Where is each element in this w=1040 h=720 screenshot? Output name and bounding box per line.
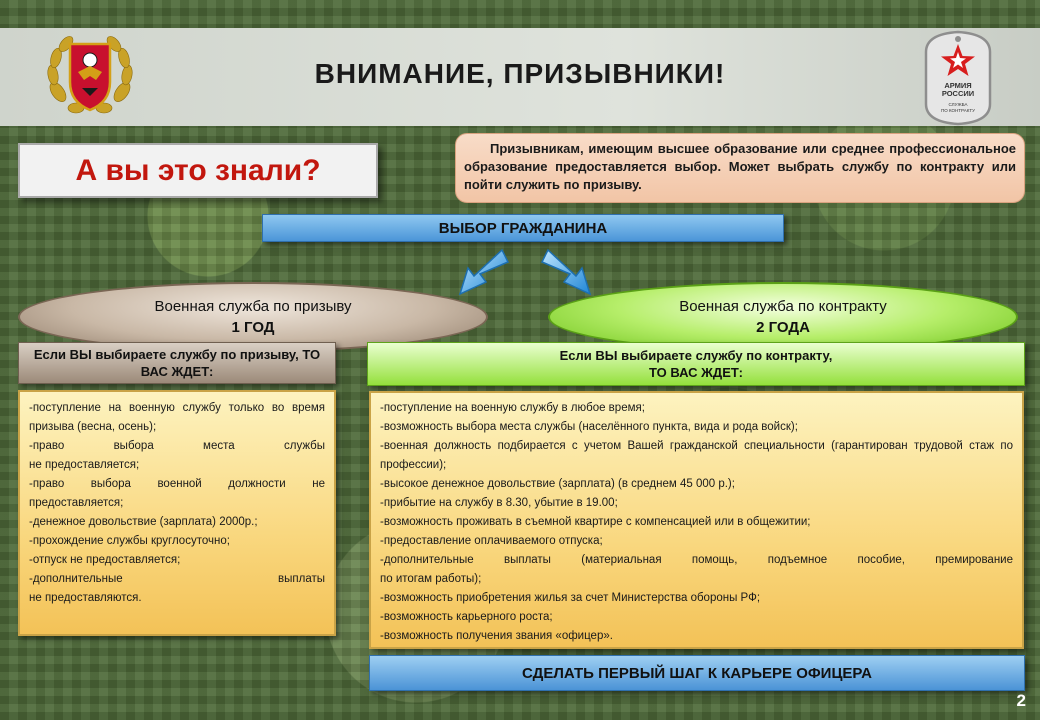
- logo-text-russia: РОССИИ: [941, 89, 975, 98]
- list-item: -военная должность подбирается с учетом Вашей гражданской специальности (гарантирован трудовой стаж по профессии);: [380, 440, 1013, 471]
- contract-title: Военная служба по контракту: [679, 298, 887, 315]
- emblem-army-contract-logo: [920, 30, 996, 126]
- list-item: -возможность проживать в съемной квартире с компенсацией или в общежитии;: [380, 516, 811, 528]
- list-item: -прохождение службы круглосуточно;: [29, 535, 230, 547]
- officer-career-text: СДЕЛАТЬ ПЕРВЫЙ ШАГ К КАРЬЕРЕ ОФИЦЕРА: [522, 664, 872, 682]
- did-you-know-box: [18, 143, 378, 198]
- list-item: -дополнительные выплаты: [29, 573, 325, 585]
- list-item: -прибытие на службу в 8.30, убытие в 19.00;: [380, 497, 618, 509]
- list-item: -высокое денежное довольствие (зарплата) (в среднем 45 000 р.);: [380, 478, 735, 490]
- conscription-header: [18, 342, 336, 384]
- list-item: -поступление на военную службу только во время призыва (весна, осень);: [29, 402, 325, 433]
- arrow-down-left-icon: [450, 246, 510, 302]
- contract-header-line2: ТО ВАС ЖДЕТ:: [649, 365, 743, 380]
- list-item: -возможность выбора места службы (населённого пункта, вида и рода войск);: [380, 421, 798, 433]
- list-item: не предоставляется;: [29, 459, 140, 471]
- list-item: по итогам работы);: [380, 573, 482, 585]
- list-item: не предоставляются.: [29, 592, 142, 604]
- logo-text-contract: ПО КОНТРАКТУ: [941, 108, 975, 113]
- list-item: -поступление на военную службу в любое время;: [380, 402, 645, 414]
- list-item: -дополнительные выплаты (материальная помощь, подъемное пособие, премирование: [380, 554, 1013, 566]
- logo-text-army: АРМИЯ: [944, 81, 972, 90]
- page-number: 2: [1016, 691, 1026, 710]
- list-item: предоставляется;: [29, 497, 124, 509]
- list-item: -денежное довольствие (зарплата) 2000р.;: [29, 516, 258, 528]
- citizen-choice-title: ВЫБОР ГРАЖДАНИНА: [438, 219, 608, 237]
- list-item: -возможность приобретения жилья за счет Министерства обороны РФ;: [380, 592, 761, 604]
- citizen-choice-banner: [262, 214, 784, 242]
- page-title: ВНИМАНИЕ, ПРИЗЫВНИКИ!: [314, 58, 726, 89]
- list-item: -право выбора места службы: [29, 440, 325, 452]
- list-item: -возможность карьерного роста;: [380, 611, 553, 623]
- conscription-benefits-list: [18, 390, 336, 636]
- contract-benefits-list: [369, 391, 1024, 649]
- list-item: -предоставление оплачиваемого отпуска;: [380, 535, 603, 547]
- list-item: -отпуск не предоставляется;: [29, 554, 181, 566]
- contract-header-line1: Если ВЫ выбираете службу по контракту,: [559, 348, 833, 363]
- officer-career-banner: [369, 655, 1025, 691]
- intro-text-box: Призывникам, имеющим высшее образование или среднее профессиональное образование предоставляется выбор. Может выбрать службу по контракту или пойти служить по призыву.: [455, 133, 1025, 203]
- logo-text-service: СЛУЖБА: [948, 102, 968, 107]
- contract-term: 2 ГОДА: [756, 319, 810, 336]
- list-item: -возможность получения звания «офицер».: [380, 630, 613, 642]
- conscription-header-line2: ВАС ЖДЕТ:: [140, 364, 214, 379]
- conscription-term: 1 ГОД: [231, 319, 275, 336]
- conscription-header-line1: Если ВЫ выбираете службу по призыву, ТО: [33, 347, 321, 362]
- emblem-logo-left: [44, 30, 136, 120]
- arrow-down-right-icon: [540, 246, 600, 302]
- conscription-title: Военная служба по призыву: [154, 298, 352, 315]
- did-you-know-text: А вы это знали?: [75, 153, 321, 187]
- list-item: -право выбора военной должности не: [29, 478, 325, 490]
- contract-header: [367, 342, 1025, 386]
